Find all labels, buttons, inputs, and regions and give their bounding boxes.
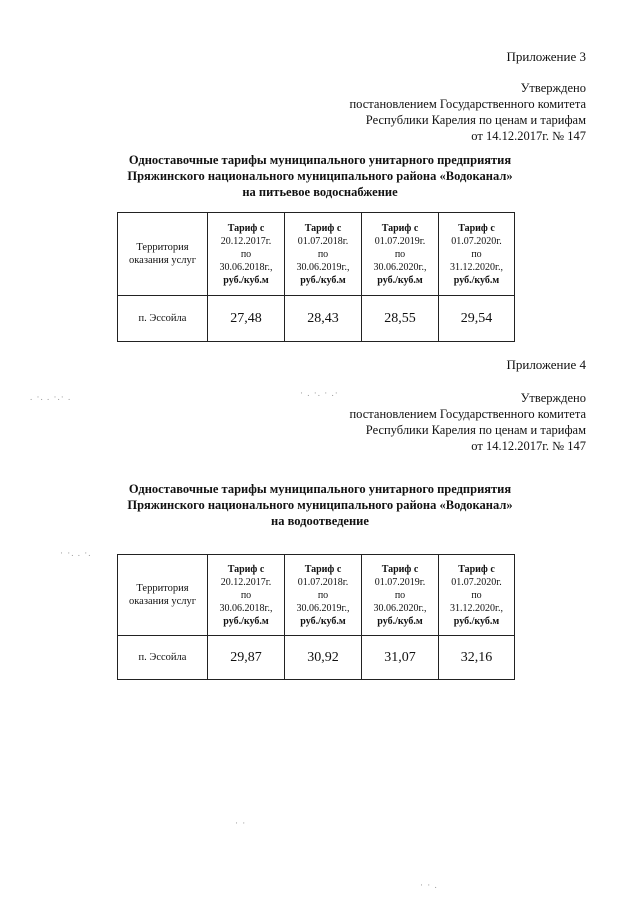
- header-tariff-4: Тариф с 01.07.2020г. по 31.12.2020г., руб./куб.м: [439, 555, 515, 636]
- tariff-table-3: [117, 212, 515, 342]
- table-header-row: [118, 213, 515, 296]
- approval-line: постановлением Государственного комитета: [349, 97, 586, 111]
- header-tariff-1: Тариф с 20.12.2017г. по 30.06.2018г., руб./куб.м: [208, 555, 285, 636]
- tariff-value: 28,55: [362, 296, 439, 342]
- table-header-row: [118, 555, 515, 636]
- title-line: Одноставочные тарифы муниципального унитарного предприятия: [128, 153, 512, 167]
- approval-block-3: [349, 80, 586, 144]
- tariff-value: 29,87: [208, 636, 285, 680]
- approval-line: Республики Карелия по ценам и тарифам: [365, 423, 586, 437]
- table-row: [118, 296, 515, 342]
- scan-noise: · · .: [420, 880, 438, 890]
- approval-line: Республики Карелия по ценам и тарифам: [365, 113, 586, 127]
- header-tariff-4: Тариф с 01.07.2020г. по 31.12.2020г., руб./куб.м: [439, 213, 515, 296]
- header-tariff-1: Тариф с 20.12.2017г. по 30.06.2018г., руб./куб.м: [208, 213, 285, 296]
- tariff-title-4: [100, 481, 540, 529]
- table-row: [118, 636, 515, 680]
- title-line: Пряжинского национального муниципального района «Водоканал»: [127, 498, 513, 512]
- scan-noise: · . ·. · .·: [300, 388, 339, 398]
- appendix-4-label: Приложение 4: [506, 357, 586, 372]
- tariff-value: 27,48: [208, 296, 285, 342]
- tariff-value: 28,43: [285, 296, 362, 342]
- approval-block-4: [349, 390, 586, 454]
- header-tariff-3: Тариф с 01.07.2019г. по 30.06.2020г., руб./куб.м: [362, 213, 439, 296]
- row-label: п. Эссойла: [118, 296, 208, 342]
- tariff-value: 31,07: [362, 636, 439, 680]
- approval-line: Утверждено: [520, 81, 586, 95]
- approval-line: постановлением Государственного комитета: [349, 407, 586, 421]
- scan-noise: . ·. . ·.· .: [30, 392, 72, 402]
- approval-line: от 14.12.2017г. № 147: [471, 439, 586, 453]
- scan-noise: · ·. . ·.: [60, 548, 92, 558]
- header-tariff-3: Тариф с 01.07.2019г. по 30.06.2020г., руб./куб.м: [362, 555, 439, 636]
- scan-noise: · ·: [235, 818, 247, 828]
- approval-line: Утверждено: [520, 391, 586, 405]
- appendix-3-label: Приложение 3: [506, 49, 586, 64]
- tariff-value: 30,92: [285, 636, 362, 680]
- approval-line: от 14.12.2017г. № 147: [471, 129, 586, 143]
- tariff-value: 32,16: [439, 636, 515, 680]
- header-territory: Территория оказания услуг: [118, 213, 208, 296]
- title-line: Пряжинского национального муниципального района «Водоканал»: [127, 169, 513, 183]
- title-line: на питьевое водоснабжение: [242, 185, 398, 199]
- header-territory: Территория оказания услуг: [118, 555, 208, 636]
- tariff-title-3: [100, 152, 540, 200]
- header-tariff-2: Тариф с 01.07.2018г. по 30.06.2019г., руб./куб.м: [285, 213, 362, 296]
- tariff-table-4: [117, 554, 515, 680]
- title-line: на водоотведение: [271, 514, 369, 528]
- tariff-value: 29,54: [439, 296, 515, 342]
- row-label: п. Эссойла: [118, 636, 208, 680]
- header-tariff-2: Тариф с 01.07.2018г. по 30.06.2019г., руб./куб.м: [285, 555, 362, 636]
- title-line: Одноставочные тарифы муниципального унитарного предприятия: [128, 482, 512, 496]
